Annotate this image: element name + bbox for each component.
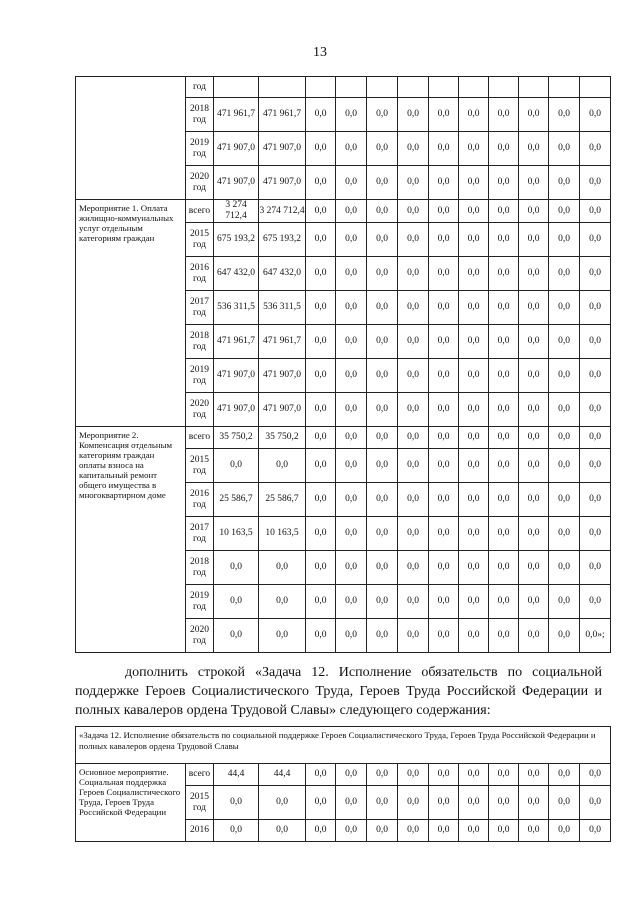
value-cell: 0,0 <box>459 764 489 786</box>
period-cell: 2019 год <box>186 585 214 619</box>
source-amount-cell: 471 907,0 <box>259 359 306 393</box>
value-cell: 0,0 <box>580 585 611 619</box>
period-cell: всего <box>186 427 214 449</box>
total-amount-cell: 536 311,5 <box>214 291 259 325</box>
value-cell: 0,0 <box>519 585 549 619</box>
value-cell: 0,0 <box>336 325 367 359</box>
value-cell: 0,0 <box>367 223 398 257</box>
source-amount-cell: 647 432,0 <box>259 257 306 291</box>
value-cell: 0,0 <box>549 483 580 517</box>
value-cell: 0,0 <box>459 98 489 132</box>
total-amount-cell: 675 193,2 <box>214 223 259 257</box>
value-cell: 0,0 <box>367 200 398 223</box>
task-header-row <box>76 727 611 764</box>
value-cell: 0,0»; <box>580 619 611 653</box>
total-amount-cell: 0,0 <box>214 585 259 619</box>
source-amount-cell: 3 274 712,4 <box>259 200 306 223</box>
value-cell: 0,0 <box>367 551 398 585</box>
value-cell: 0,0 <box>489 764 519 786</box>
value-cell: 0,0 <box>519 200 549 223</box>
total-amount-cell: 647 432,0 <box>214 257 259 291</box>
value-cell: 0,0 <box>367 619 398 653</box>
value-cell: 0,0 <box>398 764 429 786</box>
value-cell: 0,0 <box>429 585 459 619</box>
value-cell: 0,0 <box>489 449 519 483</box>
value-cell: 0,0 <box>549 200 580 223</box>
source-amount-cell: 675 193,2 <box>259 223 306 257</box>
total-amount-cell: 471 907,0 <box>214 393 259 427</box>
value-cell: 0,0 <box>580 393 611 427</box>
value-cell: 0,0 <box>489 359 519 393</box>
value-cell: 0,0 <box>306 786 336 820</box>
value-cell: 0,0 <box>398 393 429 427</box>
value-cell: 0,0 <box>580 98 611 132</box>
total-amount-cell: 10 163,5 <box>214 517 259 551</box>
value-cell: 0,0 <box>367 483 398 517</box>
value-cell: 0,0 <box>549 517 580 551</box>
value-cell: 0,0 <box>367 585 398 619</box>
value-cell: 0,0 <box>580 764 611 786</box>
value-cell: 0,0 <box>580 449 611 483</box>
value-cell: 0,0 <box>429 359 459 393</box>
value-cell: 0,0 <box>519 786 549 820</box>
value-cell: 0,0 <box>489 551 519 585</box>
value-cell: 0,0 <box>459 449 489 483</box>
value-cell: 0,0 <box>549 786 580 820</box>
value-cell: 0,0 <box>367 257 398 291</box>
value-cell: 0,0 <box>459 200 489 223</box>
period-cell: всего <box>186 764 214 786</box>
source-amount-cell: 536 311,5 <box>259 291 306 325</box>
value-cell: 0,0 <box>459 257 489 291</box>
total-amount-cell: 471 907,0 <box>214 166 259 200</box>
value-cell: 0,0 <box>429 551 459 585</box>
total-amount-cell: 0,0 <box>214 786 259 820</box>
value-cell: 0,0 <box>336 427 367 449</box>
period-cell: год <box>186 77 214 98</box>
value-cell: 0,0 <box>367 98 398 132</box>
value-cell: 0,0 <box>519 449 549 483</box>
value-cell: 0,0 <box>549 764 580 786</box>
value-cell <box>489 77 519 98</box>
value-cell: 0,0 <box>459 551 489 585</box>
value-cell: 0,0 <box>336 585 367 619</box>
value-cell: 0,0 <box>336 764 367 786</box>
value-cell: 0,0 <box>459 427 489 449</box>
value-cell: 0,0 <box>306 291 336 325</box>
total-amount-cell: 35 750,2 <box>214 427 259 449</box>
measure-label: Основное мероприятие. Социальная поддержка Героев Социалистического Труда, Героев Труда Российской Федерации <box>76 764 186 842</box>
value-cell: 0,0 <box>459 517 489 551</box>
value-cell: 0,0 <box>306 223 336 257</box>
value-cell: 0,0 <box>519 393 549 427</box>
period-cell: 2018 год <box>186 98 214 132</box>
value-cell: 0,0 <box>549 449 580 483</box>
value-cell: 0,0 <box>429 786 459 820</box>
value-cell: 0,0 <box>549 325 580 359</box>
value-cell: 0,0 <box>580 517 611 551</box>
source-amount-cell: 0,0 <box>259 449 306 483</box>
period-cell: 2020 год <box>186 166 214 200</box>
source-amount-cell: 471 907,0 <box>259 132 306 166</box>
value-cell: 0,0 <box>519 764 549 786</box>
period-cell: 2020 год <box>186 393 214 427</box>
value-cell: 0,0 <box>306 427 336 449</box>
value-cell: 0,0 <box>459 291 489 325</box>
value-cell: 0,0 <box>580 325 611 359</box>
value-cell: 0,0 <box>429 427 459 449</box>
value-cell: 0,0 <box>398 291 429 325</box>
value-cell: 0,0 <box>306 619 336 653</box>
value-cell: 0,0 <box>398 483 429 517</box>
total-amount-cell: 0,0 <box>214 449 259 483</box>
total-amount-cell: 44,4 <box>214 764 259 786</box>
measure-label: Мероприятие 1. Оплата жилищно-коммунальных услуг отдельным категориям граждан <box>76 200 186 427</box>
source-amount-cell: 0,0 <box>259 619 306 653</box>
value-cell: 0,0 <box>336 483 367 517</box>
value-cell: 0,0 <box>398 517 429 551</box>
value-cell: 0,0 <box>519 483 549 517</box>
period-cell: всего <box>186 200 214 223</box>
value-cell: 0,0 <box>336 820 367 842</box>
value-cell: 0,0 <box>398 98 429 132</box>
period-cell: 2016 год <box>186 257 214 291</box>
value-cell: 0,0 <box>429 325 459 359</box>
value-cell: 0,0 <box>489 166 519 200</box>
value-cell: 0,0 <box>549 291 580 325</box>
value-cell: 0,0 <box>489 132 519 166</box>
value-cell: 0,0 <box>459 223 489 257</box>
value-cell: 0,0 <box>580 257 611 291</box>
value-cell: 0,0 <box>429 483 459 517</box>
value-cell: 0,0 <box>336 223 367 257</box>
value-cell: 0,0 <box>549 585 580 619</box>
value-cell: 0,0 <box>489 517 519 551</box>
value-cell: 0,0 <box>306 585 336 619</box>
value-cell: 0,0 <box>398 223 429 257</box>
table-row <box>76 764 611 786</box>
value-cell: 0,0 <box>459 325 489 359</box>
value-cell: 0,0 <box>367 820 398 842</box>
total-amount-cell: 0,0 <box>214 619 259 653</box>
value-cell: 0,0 <box>336 786 367 820</box>
value-cell: 0,0 <box>519 257 549 291</box>
value-cell: 0,0 <box>580 427 611 449</box>
measure-label: Мероприятие 2. Компенсация отдельным категориям граждан оплаты взноса на капитальный ремонт общего имущества в многоквартирном доме <box>76 427 186 653</box>
value-cell: 0,0 <box>459 359 489 393</box>
value-cell: 0,0 <box>429 764 459 786</box>
value-cell: 0,0 <box>336 132 367 166</box>
value-cell: 0,0 <box>429 517 459 551</box>
period-cell: 2017 год <box>186 517 214 551</box>
value-cell: 0,0 <box>398 786 429 820</box>
source-amount-cell: 471 961,7 <box>259 325 306 359</box>
value-cell <box>398 77 429 98</box>
value-cell: 0,0 <box>367 393 398 427</box>
value-cell: 0,0 <box>306 551 336 585</box>
task12-funding-table <box>75 726 611 842</box>
total-amount-cell: 471 907,0 <box>214 359 259 393</box>
value-cell: 0,0 <box>367 132 398 166</box>
paragraph-rest: поддержке Героев Социалистического Труда, Героев Труда Российской Федерации и полных кавалеров ордена Трудовой Славы» следующего содержания: <box>75 684 602 718</box>
value-cell: 0,0 <box>306 325 336 359</box>
table-row <box>76 427 611 449</box>
value-cell: 0,0 <box>549 551 580 585</box>
value-cell: 0,0 <box>398 427 429 449</box>
value-cell: 0,0 <box>580 132 611 166</box>
value-cell: 0,0 <box>459 619 489 653</box>
value-cell: 0,0 <box>336 359 367 393</box>
value-cell: 0,0 <box>549 393 580 427</box>
value-cell: 0,0 <box>306 359 336 393</box>
value-cell: 0,0 <box>459 786 489 820</box>
source-amount-cell: 44,4 <box>259 764 306 786</box>
value-cell: 0,0 <box>429 449 459 483</box>
value-cell: 0,0 <box>519 325 549 359</box>
value-cell: 0,0 <box>459 820 489 842</box>
period-cell: 2016 <box>186 820 214 842</box>
value-cell: 0,0 <box>398 359 429 393</box>
value-cell: 0,0 <box>398 132 429 166</box>
value-cell: 0,0 <box>549 427 580 449</box>
value-cell: 0,0 <box>519 619 549 653</box>
period-cell: 2017 год <box>186 291 214 325</box>
value-cell: 0,0 <box>549 820 580 842</box>
value-cell: 0,0 <box>519 98 549 132</box>
period-cell: 2019 год <box>186 132 214 166</box>
value-cell: 0,0 <box>398 449 429 483</box>
total-amount-cell <box>214 77 259 98</box>
page-number: 13 <box>313 45 327 60</box>
value-cell <box>459 77 489 98</box>
value-cell: 0,0 <box>367 764 398 786</box>
source-amount-cell: 10 163,5 <box>259 517 306 551</box>
period-cell: 2015 год <box>186 223 214 257</box>
value-cell: 0,0 <box>580 359 611 393</box>
value-cell: 0,0 <box>429 619 459 653</box>
value-cell: 0,0 <box>306 483 336 517</box>
value-cell: 0,0 <box>489 223 519 257</box>
value-cell: 0,0 <box>580 291 611 325</box>
value-cell: 0,0 <box>429 98 459 132</box>
value-cell: 0,0 <box>580 551 611 585</box>
value-cell: 0,0 <box>459 393 489 427</box>
value-cell: 0,0 <box>367 427 398 449</box>
value-cell: 0,0 <box>580 483 611 517</box>
value-cell: 0,0 <box>519 291 549 325</box>
value-cell: 0,0 <box>489 820 519 842</box>
value-cell: 0,0 <box>367 166 398 200</box>
value-cell: 0,0 <box>367 786 398 820</box>
measure-label <box>76 77 186 200</box>
source-amount-cell: 0,0 <box>259 585 306 619</box>
value-cell: 0,0 <box>489 427 519 449</box>
value-cell: 0,0 <box>549 257 580 291</box>
period-cell: 2018 год <box>186 551 214 585</box>
amendment-paragraph <box>75 663 602 720</box>
value-cell: 0,0 <box>519 223 549 257</box>
value-cell: 0,0 <box>367 517 398 551</box>
value-cell: 0,0 <box>306 166 336 200</box>
value-cell: 0,0 <box>489 393 519 427</box>
total-amount-cell: 471 961,7 <box>214 98 259 132</box>
value-cell <box>336 77 367 98</box>
period-cell: 2018 год <box>186 325 214 359</box>
period-cell: 2020 год <box>186 619 214 653</box>
value-cell: 0,0 <box>336 551 367 585</box>
value-cell: 0,0 <box>580 786 611 820</box>
value-cell: 0,0 <box>367 291 398 325</box>
value-cell <box>367 77 398 98</box>
value-cell: 0,0 <box>306 764 336 786</box>
source-amount-cell: 0,0 <box>259 551 306 585</box>
value-cell <box>306 77 336 98</box>
total-amount-cell: 471 961,7 <box>214 325 259 359</box>
total-amount-cell: 3 274 712,4 <box>214 200 259 223</box>
value-cell: 0,0 <box>306 449 336 483</box>
value-cell: 0,0 <box>459 483 489 517</box>
total-amount-cell: 25 586,7 <box>214 483 259 517</box>
value-cell: 0,0 <box>519 427 549 449</box>
value-cell: 0,0 <box>519 517 549 551</box>
value-cell: 0,0 <box>398 585 429 619</box>
value-cell: 0,0 <box>398 325 429 359</box>
paragraph-first-line: дополнить строкой «Задача 12. Исполнение обязательств по социальной <box>125 665 602 680</box>
total-amount-cell: 471 907,0 <box>214 132 259 166</box>
period-cell: 2019 год <box>186 359 214 393</box>
value-cell: 0,0 <box>519 359 549 393</box>
value-cell: 0,0 <box>519 551 549 585</box>
value-cell: 0,0 <box>306 820 336 842</box>
period-cell: 2016 год <box>186 483 214 517</box>
value-cell: 0,0 <box>367 359 398 393</box>
value-cell: 0,0 <box>580 200 611 223</box>
value-cell: 0,0 <box>336 393 367 427</box>
source-amount-cell: 471 907,0 <box>259 166 306 200</box>
value-cell: 0,0 <box>336 166 367 200</box>
value-cell: 0,0 <box>489 619 519 653</box>
period-cell: 2015 год <box>186 786 214 820</box>
task12-table-body <box>76 727 611 842</box>
value-cell: 0,0 <box>336 619 367 653</box>
value-cell: 0,0 <box>429 166 459 200</box>
value-cell: 0,0 <box>459 132 489 166</box>
value-cell: 0,0 <box>398 820 429 842</box>
value-cell: 0,0 <box>306 393 336 427</box>
value-cell: 0,0 <box>398 166 429 200</box>
value-cell: 0,0 <box>489 483 519 517</box>
value-cell: 0,0 <box>336 449 367 483</box>
source-amount-cell: 471 961,7 <box>259 98 306 132</box>
value-cell <box>429 77 459 98</box>
value-cell: 0,0 <box>336 257 367 291</box>
total-amount-cell: 0,0 <box>214 551 259 585</box>
value-cell: 0,0 <box>519 820 549 842</box>
value-cell: 0,0 <box>429 223 459 257</box>
value-cell <box>549 77 580 98</box>
value-cell: 0,0 <box>429 393 459 427</box>
value-cell: 0,0 <box>580 820 611 842</box>
value-cell: 0,0 <box>489 98 519 132</box>
value-cell: 0,0 <box>336 200 367 223</box>
value-cell: 0,0 <box>519 166 549 200</box>
value-cell: 0,0 <box>489 585 519 619</box>
value-cell: 0,0 <box>398 257 429 291</box>
value-cell: 0,0 <box>398 619 429 653</box>
source-amount-cell: 0,0 <box>259 786 306 820</box>
funding-table-continued <box>75 76 611 653</box>
value-cell: 0,0 <box>398 551 429 585</box>
source-amount-cell: 25 586,7 <box>259 483 306 517</box>
value-cell: 0,0 <box>459 585 489 619</box>
source-amount-cell: 35 750,2 <box>259 427 306 449</box>
table-row <box>76 77 611 98</box>
source-amount-cell <box>259 77 306 98</box>
value-cell: 0,0 <box>549 359 580 393</box>
table-row <box>76 200 611 223</box>
value-cell: 0,0 <box>336 291 367 325</box>
value-cell <box>580 77 611 98</box>
value-cell: 0,0 <box>549 98 580 132</box>
value-cell: 0,0 <box>429 291 459 325</box>
total-amount-cell: 0,0 <box>214 820 259 842</box>
source-amount-cell: 0,0 <box>259 820 306 842</box>
value-cell: 0,0 <box>336 98 367 132</box>
value-cell: 0,0 <box>398 200 429 223</box>
value-cell: 0,0 <box>549 132 580 166</box>
funding-table-body <box>76 77 611 653</box>
value-cell: 0,0 <box>519 132 549 166</box>
value-cell: 0,0 <box>580 223 611 257</box>
value-cell: 0,0 <box>549 223 580 257</box>
value-cell: 0,0 <box>549 166 580 200</box>
value-cell: 0,0 <box>306 98 336 132</box>
value-cell: 0,0 <box>306 517 336 551</box>
value-cell: 0,0 <box>489 325 519 359</box>
value-cell: 0,0 <box>429 820 459 842</box>
value-cell: 0,0 <box>489 200 519 223</box>
period-cell: 2015 год <box>186 449 214 483</box>
value-cell: 0,0 <box>580 166 611 200</box>
value-cell: 0,0 <box>306 132 336 166</box>
value-cell: 0,0 <box>336 517 367 551</box>
source-amount-cell: 471 907,0 <box>259 393 306 427</box>
value-cell: 0,0 <box>367 449 398 483</box>
value-cell: 0,0 <box>489 786 519 820</box>
value-cell: 0,0 <box>367 325 398 359</box>
value-cell: 0,0 <box>306 257 336 291</box>
value-cell: 0,0 <box>306 200 336 223</box>
task-header-cell: «Задача 12. Исполнение обязательств по социальной поддержке Героев Социалистического Труда, Героев Труда Российской Федерации и полных кавалеров ордена Трудовой Славы <box>76 727 611 764</box>
value-cell: 0,0 <box>549 619 580 653</box>
value-cell: 0,0 <box>489 291 519 325</box>
value-cell: 0,0 <box>489 257 519 291</box>
value-cell: 0,0 <box>429 257 459 291</box>
value-cell <box>519 77 549 98</box>
value-cell: 0,0 <box>459 166 489 200</box>
value-cell: 0,0 <box>429 132 459 166</box>
value-cell: 0,0 <box>429 200 459 223</box>
